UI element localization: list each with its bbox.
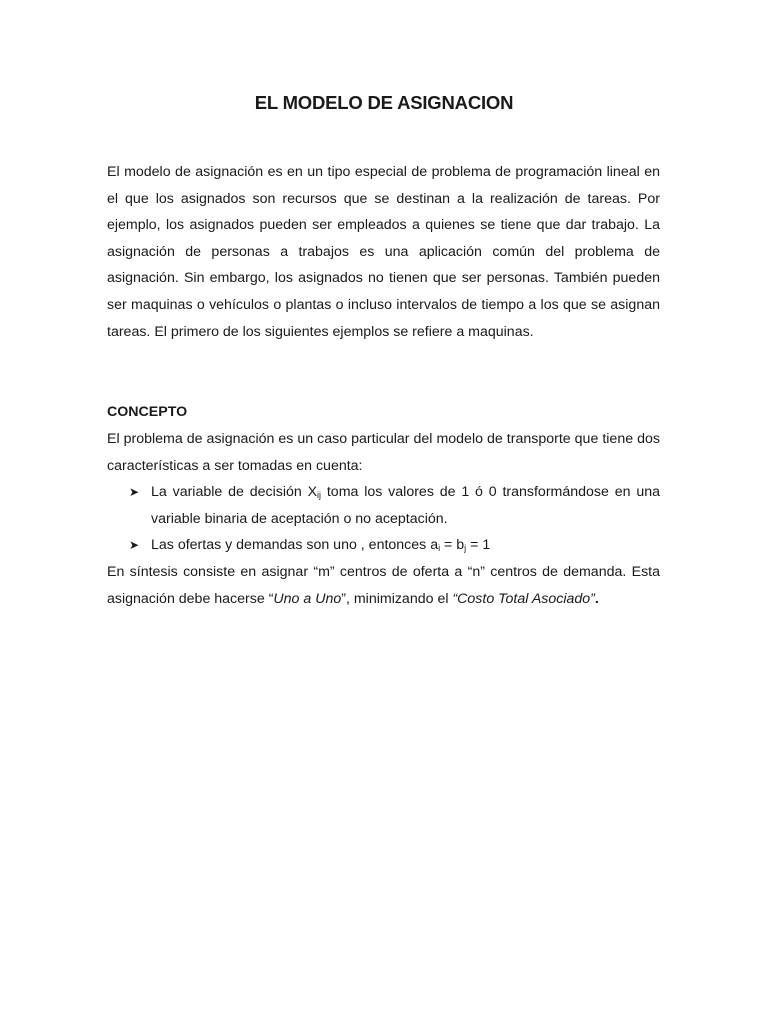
concept-heading: CONCEPTO bbox=[107, 404, 188, 420]
intro-paragraph: El modelo de asignación es en un tipo especial de problema de programación lineal en el que los asignados son recursos que se destinan a la realización de tareas. Por ejemplo, los asignados pueden ser empleados a quienes se tiene que dar trabajo. La asignación de personas a trabajos es una aplicación común del problema de asignación. Sin embargo, los asignados no tienen que ser personas. También pueden ser maquinas o vehículos o plantas o incluso intervalos de tiempo a los que se asignan tareas. El primero de los siguientes ejemplos se refiere a maquinas. bbox=[107, 164, 660, 340]
arrow-bullet-icon: ➤ bbox=[129, 485, 140, 500]
bullet-item-offers-demands: ➤ Las ofertas y demandas son uno , entonces $a_i = b_j = 1$ bbox=[107, 532, 660, 559]
concept-lead: El problema de asignación es un caso particular del modelo de transporte que tiene dos características a ser tomadas en cuenta: bbox=[107, 431, 660, 474]
document-title: EL MODELO DE ASIGNACION bbox=[254, 92, 514, 113]
arrow-bullet-icon: ➤ bbox=[129, 538, 140, 553]
bullet-item-decision-variable: ➤ La variable de decisión $X_{ij}$ toma los valores de 1 ó 0 transformándose en una variable binaria de aceptación o no aceptación. bbox=[107, 479, 660, 532]
summary-paragraph: En síntesis consiste en asignar “m” centros de oferta a “n” centros de demanda. Esta asignación debe hacerse “Uno a Uno”, minimizando el “Costo Total Asociado”. bbox=[107, 563, 660, 607]
concept-bullet-list bbox=[107, 479, 660, 559]
concept-section bbox=[107, 426, 660, 612]
